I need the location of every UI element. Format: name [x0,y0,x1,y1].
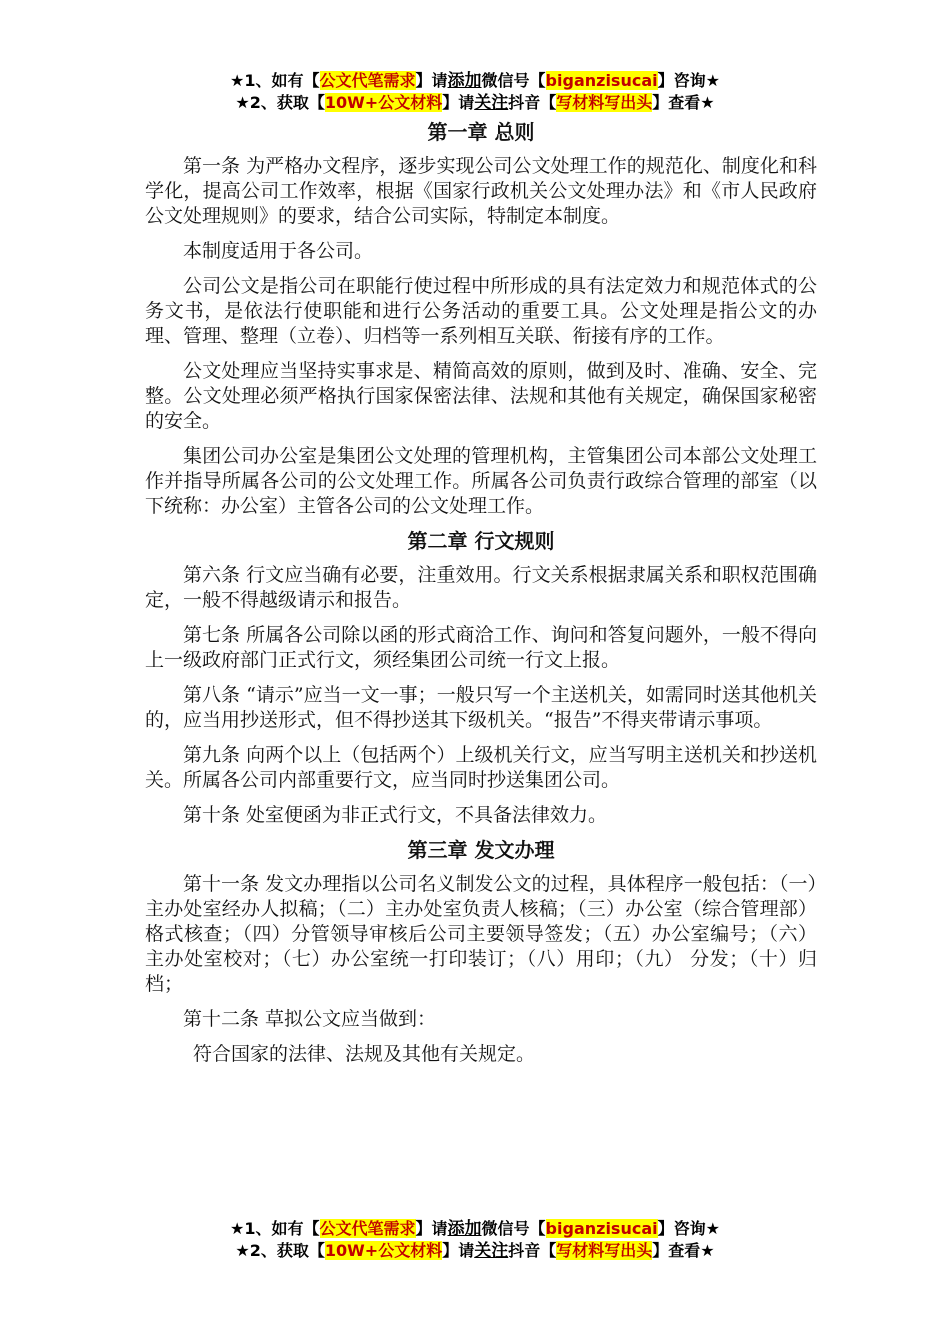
paragraph: 公司公文是指公司在职能行使过程中所形成的具有法定效力和规范体式的公务文书，是依法行使职能和进行公务活动的重要工具。公文处理是指公文的办理、管理、整理（立卷）、归档等一系列相互关联、衔接有序的工作。 [145,275,817,347]
promo-highlight: 10W+公文材料 [324,1241,443,1260]
promo-line-1: ★1、如有【公文代笔需求】请添加微信号【biganzisucai】咨询★ [230,71,720,91]
paragraph: 第八条 “请示”应当一文一事；一般只写一个主送机关，如需同时送其他机关的，应当用抄送形式，但不得抄送其下级机关。“报告”不得夹带请示事项。 [145,684,817,731]
promo-header [0,70,950,114]
paragraph: 第六条 行文应当确有必要，注重效用。行文关系根据隶属关系和职权范围确定，一般不得越级请示和报告。 [145,564,817,611]
promo-line-2: ★2、获取【10W+公文材料】请关注抖音【写材料写出头】查看★ [235,93,715,113]
paragraph: 本制度适用于各公司。 [183,240,374,262]
promo-highlight: 公文代笔需求 [319,1219,416,1238]
paragraph: 第九条 向两个以上（包括两个）上级机关行文，应当写明主送机关和抄送机关。所属各公司内部重要行文，应当同时抄送集团公司。 [145,744,817,791]
paragraph: 第一条 为严格办文程序，逐步实现公司公文处理工作的规范化、制度化和科学化，提高公司工作效率，根据《国家行政机关公文处理办法》和《市人民政府公文处理规则》的要求，结合公司实际，特制定本制度。 [145,155,817,227]
document-body [145,120,817,1077]
paragraph: 第十条 处室便函为非正式行文，不具备法律效力。 [183,804,608,826]
chapter-title: 第三章 发文办理 [407,838,555,862]
paragraph: 第十一条 发文办理指以公司名义制发公文的过程，具体程序一般包括：（一）主办处室经办人拟稿；（二）主办处室负责人核稿；（三）办公室（综合管理部）格式核查；（四）分管领导审核后公司主要领导签发；（五）办公室编号；（六）主办处室校对；（七）办公室统一打印装订；（八）用印；（九） 分发；（十）归档； [145,873,817,995]
chapter-title: 第一章 总则 [427,120,535,144]
paragraph: 公文处理应当坚持实事求是、精简高效的原则，做到及时、准确、安全、完整。公文处理必须严格执行国家保密法律、法规和其他有关规定，确保国家秘密的安全。 [145,360,817,432]
promo-highlight: 公文代笔需求 [319,71,416,90]
paragraph: 符合国家的法律、法规及其他有关规定。 [193,1043,536,1065]
promo-douyin-id: 写材料写出头 [556,1241,653,1260]
promo-wechat-id: biganzisucai [545,71,658,90]
promo-highlight: 10W+公文材料 [324,93,443,112]
paragraph: 集团公司办公室是集团公文处理的管理机构，主管集团公司本部公文处理工作并指导所属各公司的公文处理工作。所属各公司负责行政综合管理的部室（以下统称：办公室）主管各公司的公文处理工作。 [145,445,817,517]
paragraph: 第十二条 草拟公文应当做到： [183,1008,437,1030]
promo-douyin-id: 写材料写出头 [556,93,653,112]
paragraph: 第七条 所属各公司除以函的形式商洽工作、询问和答复问题外，一般不得向上一级政府部门正式行文，须经集团公司统一行文上报。 [145,624,817,671]
promo-wechat-id: biganzisucai [545,1219,658,1238]
promo-line-1: ★1、如有【公文代笔需求】请添加微信号【biganzisucai】咨询★ [230,1219,720,1239]
promo-line-2: ★2、获取【10W+公文材料】请关注抖音【写材料写出头】查看★ [235,1241,715,1261]
chapter-title: 第二章 行文规则 [407,529,555,553]
promo-footer [0,1218,950,1262]
